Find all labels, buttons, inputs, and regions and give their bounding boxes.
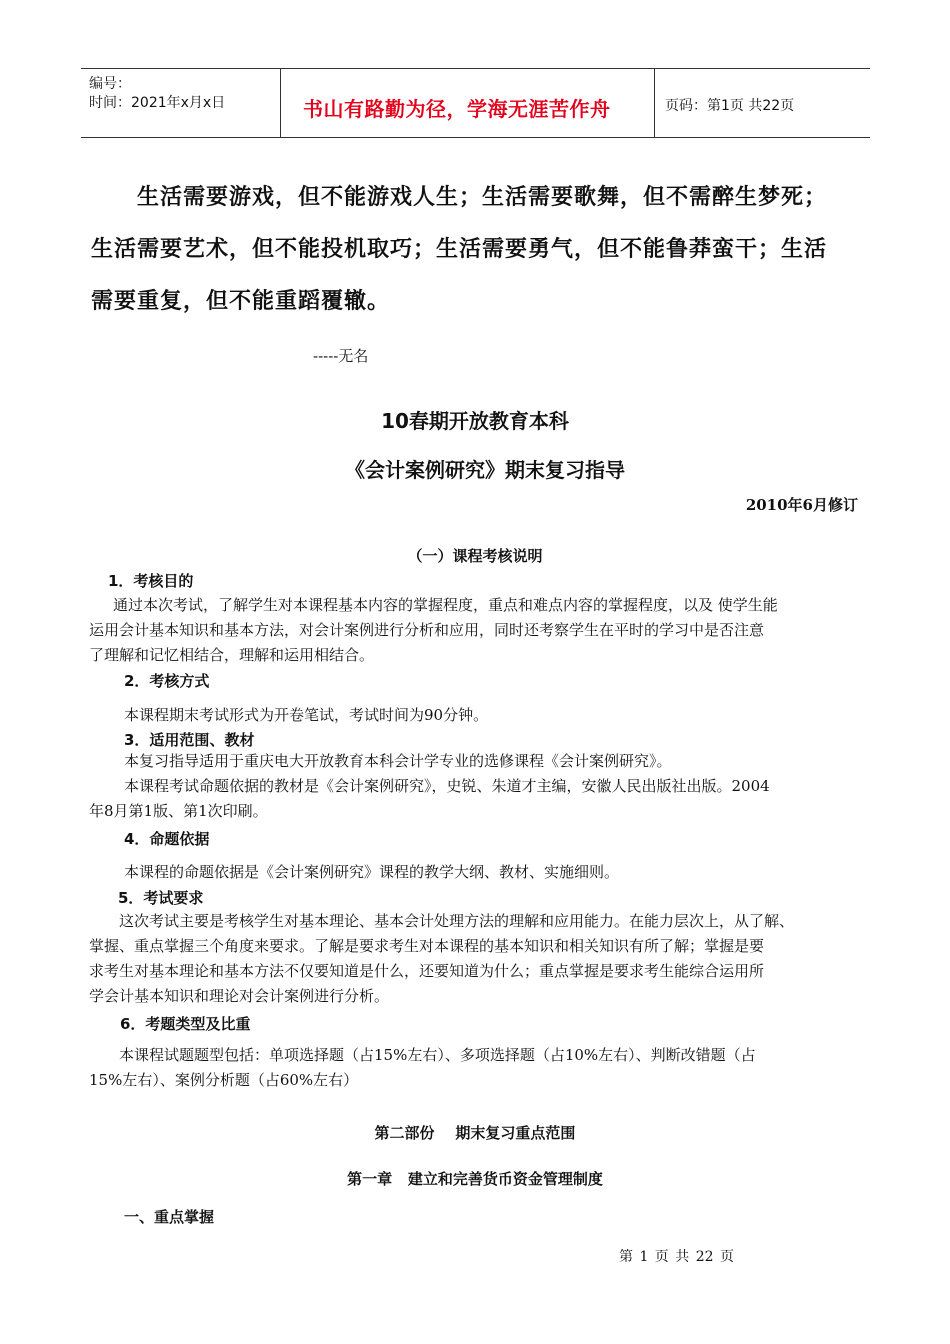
doc-title: 10春期开放教育本科	[381, 409, 569, 433]
subheading-requirements: 5．考试要求	[118, 889, 204, 907]
quote-line: 生活需要艺术，但不能投机取巧；生活需要勇气，但不能鲁莽蛮干；生活	[91, 237, 828, 262]
paragraph-line: 本课程考试命题依据的教材是《会计案例研究》，史锐、朱道才主编，安徽人民出版社出版。2004	[124, 777, 770, 795]
document-header	[81, 68, 870, 138]
paragraph-line: 本复习指导适用于重庆电大开放教育本科会计学专业的选修课程《会计案例研究》。	[124, 752, 672, 770]
quote-block	[91, 172, 861, 328]
time-label: 时间：2021年x月x日	[89, 95, 226, 111]
paragraph-line: 这次考试主要是考核学生对基本理论、基本会计处理方法的理解和应用能力。在能力层次上，从了解、	[119, 912, 795, 930]
paragraph-line: 运用会计基本知识和基本方法，对会计案例进行分析和应用，同时还考察学生在平时的学习中是否注意	[89, 621, 765, 639]
paragraph-line: 本课程的命题依据是《会计案例研究》课程的教学大纲、教材、实施细则。	[124, 863, 620, 881]
subheading-method: 2．考核方式	[124, 672, 210, 690]
header-left-cell	[81, 69, 281, 137]
paragraph-method	[124, 703, 899, 728]
paragraph-line: 掌握、重点掌握三个角度来要求。了解是要求考生对本课程的基本知识和相关知识有所了解；掌握是要	[89, 937, 765, 955]
subheading-scope: 3．适用范围、教材	[124, 731, 255, 749]
motto-text: 书山有路勤为径，学海无涯苦作舟	[303, 97, 611, 121]
key-points-heading: 一、重点掌握	[124, 1208, 215, 1226]
header-page-cell	[655, 69, 870, 137]
number-label: 编号：	[89, 76, 131, 92]
paragraph-line: 求考生对基本理论和基本方法不仅要知道是什么，还要知道为什么；重点掌握是要求考生能综合运用所	[89, 962, 765, 980]
paragraph-basis	[124, 860, 899, 885]
paragraph-scope	[89, 749, 864, 824]
paragraph-question-types	[89, 1043, 864, 1093]
part-heading: 第二部份 期末复习重点范围	[374, 1124, 576, 1142]
paragraph-line: 本课程期末考试形式为开卷笔试，考试时间为90分钟。	[124, 706, 489, 724]
quote-line: 需要重复，但不能重蹈覆辙。	[91, 289, 391, 314]
paragraph-purpose	[89, 593, 864, 668]
subheading-basis: 4．命题依据	[124, 830, 210, 848]
paragraph-line: 学会计基本知识和理论对会计案例进行分析。	[89, 987, 390, 1005]
doc-subtitle: 《会计案例研究》期末复习指导	[345, 458, 625, 482]
paragraph-line: 年8月第1版、第1次印刷。	[89, 802, 268, 820]
subheading-question-types: 6．考题类型及比重	[120, 1015, 251, 1033]
paragraph-line: 15%左右）、案例分析题（占60%左右）	[89, 1071, 359, 1089]
paragraph-line: 通过本次考试，了解学生对本课程基本内容的掌握程度，重点和难点内容的掌握程度，以及 使学生能	[113, 596, 778, 614]
revision-date: 2010年6月修订	[745, 496, 858, 514]
paragraph-line: 了理解和记忆相结合，理解和运用相结合。	[89, 646, 375, 664]
subheading-purpose: 1．考核目的	[108, 572, 194, 590]
header-motto-cell	[281, 69, 655, 137]
paragraph-requirements	[89, 909, 864, 1009]
section-heading: （一）课程考核说明	[407, 547, 543, 565]
quote-line: 生活需要游戏，但不能游戏人生；生活需要歌舞，但不需醉生梦死；	[137, 185, 828, 210]
quote-author: -----无名	[313, 347, 369, 365]
page-footer: 第 1 页 共 22 页	[619, 1249, 734, 1265]
paragraph-line: 本课程试题题型包括：单项选择题（占15%左右）、多项选择题（占10%左右）、判断改错题（占	[119, 1046, 756, 1064]
page-code: 页码：第1页 共22页	[665, 98, 795, 114]
chapter-heading: 第一章 建立和完善货币资金管理制度	[347, 1170, 603, 1188]
